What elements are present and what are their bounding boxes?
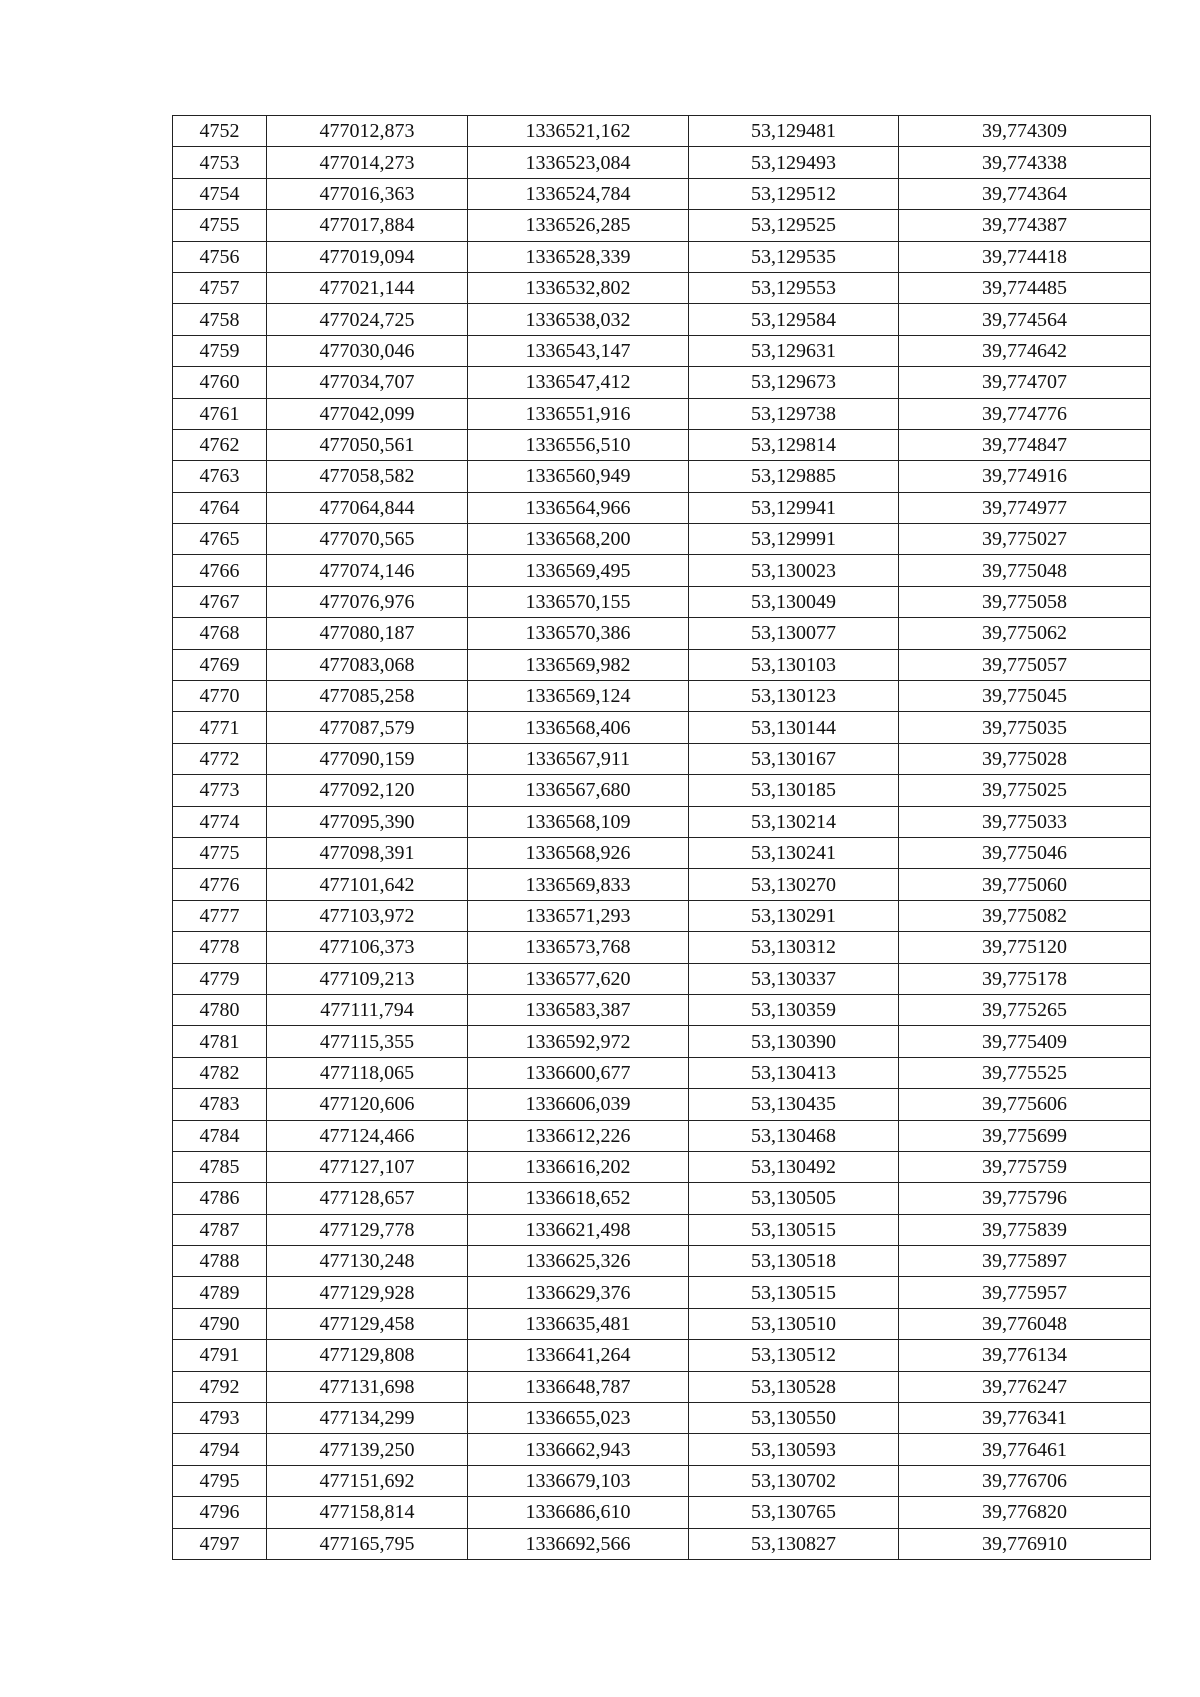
table-row bbox=[173, 398, 1151, 429]
table-row bbox=[173, 932, 1151, 963]
x-coordinate-cell: 477165,795 bbox=[267, 1528, 468, 1559]
table-row bbox=[173, 147, 1151, 178]
table-row bbox=[173, 994, 1151, 1025]
table-row bbox=[173, 712, 1151, 743]
longitude-cell: 39,775033 bbox=[899, 806, 1151, 837]
x-coordinate-cell: 477030,046 bbox=[267, 335, 468, 366]
table-row bbox=[173, 429, 1151, 460]
point-number-cell: 4753 bbox=[173, 147, 267, 178]
y-coordinate-cell: 1336556,510 bbox=[468, 429, 689, 460]
longitude-cell: 39,775957 bbox=[899, 1277, 1151, 1308]
table-row bbox=[173, 1434, 1151, 1465]
y-coordinate-cell: 1336568,406 bbox=[468, 712, 689, 743]
table-row bbox=[173, 806, 1151, 837]
longitude-cell: 39,775025 bbox=[899, 775, 1151, 806]
y-coordinate-cell: 1336568,926 bbox=[468, 837, 689, 868]
x-coordinate-cell: 477024,725 bbox=[267, 304, 468, 335]
y-coordinate-cell: 1336551,916 bbox=[468, 398, 689, 429]
x-coordinate-cell: 477021,144 bbox=[267, 272, 468, 303]
latitude-cell: 53,130528 bbox=[689, 1371, 899, 1402]
table-row bbox=[173, 1026, 1151, 1057]
x-coordinate-cell: 477016,363 bbox=[267, 178, 468, 209]
longitude-cell: 39,775058 bbox=[899, 586, 1151, 617]
longitude-cell: 39,775045 bbox=[899, 681, 1151, 712]
x-coordinate-cell: 477103,972 bbox=[267, 900, 468, 931]
longitude-cell: 39,775796 bbox=[899, 1183, 1151, 1214]
longitude-cell: 39,776461 bbox=[899, 1434, 1151, 1465]
latitude-cell: 53,130049 bbox=[689, 586, 899, 617]
y-coordinate-cell: 1336532,802 bbox=[468, 272, 689, 303]
longitude-cell: 39,775120 bbox=[899, 932, 1151, 963]
x-coordinate-cell: 477139,250 bbox=[267, 1434, 468, 1465]
latitude-cell: 53,130214 bbox=[689, 806, 899, 837]
longitude-cell: 39,776341 bbox=[899, 1403, 1151, 1434]
table-row bbox=[173, 178, 1151, 209]
x-coordinate-cell: 477098,391 bbox=[267, 837, 468, 868]
table-row bbox=[173, 900, 1151, 931]
longitude-cell: 39,775046 bbox=[899, 837, 1151, 868]
longitude-cell: 39,775028 bbox=[899, 743, 1151, 774]
x-coordinate-cell: 477130,248 bbox=[267, 1246, 468, 1277]
x-coordinate-cell: 477074,146 bbox=[267, 555, 468, 586]
latitude-cell: 53,130291 bbox=[689, 900, 899, 931]
point-number-cell: 4786 bbox=[173, 1183, 267, 1214]
y-coordinate-cell: 1336600,677 bbox=[468, 1057, 689, 1088]
point-number-cell: 4788 bbox=[173, 1246, 267, 1277]
latitude-cell: 53,129481 bbox=[689, 116, 899, 147]
latitude-cell: 53,129512 bbox=[689, 178, 899, 209]
x-coordinate-cell: 477129,808 bbox=[267, 1340, 468, 1371]
latitude-cell: 53,130077 bbox=[689, 618, 899, 649]
point-number-cell: 4767 bbox=[173, 586, 267, 617]
latitude-cell: 53,130185 bbox=[689, 775, 899, 806]
x-coordinate-cell: 477019,094 bbox=[267, 241, 468, 272]
longitude-cell: 39,774642 bbox=[899, 335, 1151, 366]
x-coordinate-cell: 477118,065 bbox=[267, 1057, 468, 1088]
x-coordinate-cell: 477115,355 bbox=[267, 1026, 468, 1057]
longitude-cell: 39,774309 bbox=[899, 116, 1151, 147]
latitude-cell: 53,130123 bbox=[689, 681, 899, 712]
x-coordinate-cell: 477109,213 bbox=[267, 963, 468, 994]
point-number-cell: 4762 bbox=[173, 429, 267, 460]
table-row bbox=[173, 241, 1151, 272]
x-coordinate-cell: 477080,187 bbox=[267, 618, 468, 649]
longitude-cell: 39,774364 bbox=[899, 178, 1151, 209]
table-row bbox=[173, 681, 1151, 712]
y-coordinate-cell: 1336612,226 bbox=[468, 1120, 689, 1151]
point-number-cell: 4791 bbox=[173, 1340, 267, 1371]
y-coordinate-cell: 1336573,768 bbox=[468, 932, 689, 963]
table-row bbox=[173, 1151, 1151, 1182]
longitude-cell: 39,776247 bbox=[899, 1371, 1151, 1402]
latitude-cell: 53,130144 bbox=[689, 712, 899, 743]
y-coordinate-cell: 1336568,109 bbox=[468, 806, 689, 837]
y-coordinate-cell: 1336569,833 bbox=[468, 869, 689, 900]
longitude-cell: 39,775060 bbox=[899, 869, 1151, 900]
coordinates-table-body bbox=[173, 116, 1151, 1560]
y-coordinate-cell: 1336662,943 bbox=[468, 1434, 689, 1465]
x-coordinate-cell: 477120,606 bbox=[267, 1089, 468, 1120]
point-number-cell: 4787 bbox=[173, 1214, 267, 1245]
latitude-cell: 53,129673 bbox=[689, 367, 899, 398]
table-row bbox=[173, 1214, 1151, 1245]
point-number-cell: 4784 bbox=[173, 1120, 267, 1151]
table-row bbox=[173, 304, 1151, 335]
longitude-cell: 39,774418 bbox=[899, 241, 1151, 272]
table-row bbox=[173, 367, 1151, 398]
x-coordinate-cell: 477127,107 bbox=[267, 1151, 468, 1182]
table-row bbox=[173, 1183, 1151, 1214]
x-coordinate-cell: 477158,814 bbox=[267, 1497, 468, 1528]
latitude-cell: 53,130390 bbox=[689, 1026, 899, 1057]
latitude-cell: 53,129535 bbox=[689, 241, 899, 272]
x-coordinate-cell: 477042,099 bbox=[267, 398, 468, 429]
table-row bbox=[173, 1120, 1151, 1151]
point-number-cell: 4752 bbox=[173, 116, 267, 147]
y-coordinate-cell: 1336543,147 bbox=[468, 335, 689, 366]
longitude-cell: 39,775082 bbox=[899, 900, 1151, 931]
latitude-cell: 53,130468 bbox=[689, 1120, 899, 1151]
latitude-cell: 53,130492 bbox=[689, 1151, 899, 1182]
table-row bbox=[173, 618, 1151, 649]
x-coordinate-cell: 477034,707 bbox=[267, 367, 468, 398]
latitude-cell: 53,129885 bbox=[689, 461, 899, 492]
latitude-cell: 53,130550 bbox=[689, 1403, 899, 1434]
x-coordinate-cell: 477129,928 bbox=[267, 1277, 468, 1308]
longitude-cell: 39,774977 bbox=[899, 492, 1151, 523]
y-coordinate-cell: 1336583,387 bbox=[468, 994, 689, 1025]
longitude-cell: 39,775409 bbox=[899, 1026, 1151, 1057]
x-coordinate-cell: 477064,844 bbox=[267, 492, 468, 523]
point-number-cell: 4771 bbox=[173, 712, 267, 743]
y-coordinate-cell: 1336523,084 bbox=[468, 147, 689, 178]
y-coordinate-cell: 1336547,412 bbox=[468, 367, 689, 398]
table-row bbox=[173, 461, 1151, 492]
table-row bbox=[173, 1371, 1151, 1402]
table-row bbox=[173, 775, 1151, 806]
longitude-cell: 39,774387 bbox=[899, 210, 1151, 241]
y-coordinate-cell: 1336571,293 bbox=[468, 900, 689, 931]
point-number-cell: 4796 bbox=[173, 1497, 267, 1528]
y-coordinate-cell: 1336616,202 bbox=[468, 1151, 689, 1182]
point-number-cell: 4782 bbox=[173, 1057, 267, 1088]
latitude-cell: 53,130023 bbox=[689, 555, 899, 586]
point-number-cell: 4772 bbox=[173, 743, 267, 774]
longitude-cell: 39,776134 bbox=[899, 1340, 1151, 1371]
table-row bbox=[173, 272, 1151, 303]
point-number-cell: 4757 bbox=[173, 272, 267, 303]
y-coordinate-cell: 1336686,610 bbox=[468, 1497, 689, 1528]
longitude-cell: 39,775265 bbox=[899, 994, 1151, 1025]
longitude-cell: 39,775897 bbox=[899, 1246, 1151, 1277]
longitude-cell: 39,774564 bbox=[899, 304, 1151, 335]
latitude-cell: 53,130167 bbox=[689, 743, 899, 774]
longitude-cell: 39,776910 bbox=[899, 1528, 1151, 1559]
point-number-cell: 4758 bbox=[173, 304, 267, 335]
x-coordinate-cell: 477083,068 bbox=[267, 649, 468, 680]
point-number-cell: 4779 bbox=[173, 963, 267, 994]
x-coordinate-cell: 477101,642 bbox=[267, 869, 468, 900]
longitude-cell: 39,775048 bbox=[899, 555, 1151, 586]
longitude-cell: 39,775027 bbox=[899, 524, 1151, 555]
y-coordinate-cell: 1336569,495 bbox=[468, 555, 689, 586]
latitude-cell: 53,129584 bbox=[689, 304, 899, 335]
table-row bbox=[173, 837, 1151, 868]
x-coordinate-cell: 477087,579 bbox=[267, 712, 468, 743]
latitude-cell: 53,130765 bbox=[689, 1497, 899, 1528]
table-row bbox=[173, 210, 1151, 241]
point-number-cell: 4769 bbox=[173, 649, 267, 680]
longitude-cell: 39,774916 bbox=[899, 461, 1151, 492]
y-coordinate-cell: 1336648,787 bbox=[468, 1371, 689, 1402]
point-number-cell: 4761 bbox=[173, 398, 267, 429]
point-number-cell: 4763 bbox=[173, 461, 267, 492]
point-number-cell: 4759 bbox=[173, 335, 267, 366]
longitude-cell: 39,774338 bbox=[899, 147, 1151, 178]
point-number-cell: 4766 bbox=[173, 555, 267, 586]
y-coordinate-cell: 1336567,911 bbox=[468, 743, 689, 774]
latitude-cell: 53,130505 bbox=[689, 1183, 899, 1214]
latitude-cell: 53,129493 bbox=[689, 147, 899, 178]
table-row bbox=[173, 524, 1151, 555]
longitude-cell: 39,775699 bbox=[899, 1120, 1151, 1151]
latitude-cell: 53,129814 bbox=[689, 429, 899, 460]
latitude-cell: 53,130518 bbox=[689, 1246, 899, 1277]
x-coordinate-cell: 477017,884 bbox=[267, 210, 468, 241]
y-coordinate-cell: 1336538,032 bbox=[468, 304, 689, 335]
x-coordinate-cell: 477014,273 bbox=[267, 147, 468, 178]
latitude-cell: 53,130510 bbox=[689, 1308, 899, 1339]
y-coordinate-cell: 1336629,376 bbox=[468, 1277, 689, 1308]
y-coordinate-cell: 1336618,652 bbox=[468, 1183, 689, 1214]
table-row bbox=[173, 869, 1151, 900]
x-coordinate-cell: 477050,561 bbox=[267, 429, 468, 460]
latitude-cell: 53,130413 bbox=[689, 1057, 899, 1088]
coordinates-table bbox=[172, 115, 1151, 1560]
y-coordinate-cell: 1336524,784 bbox=[468, 178, 689, 209]
y-coordinate-cell: 1336625,326 bbox=[468, 1246, 689, 1277]
point-number-cell: 4756 bbox=[173, 241, 267, 272]
latitude-cell: 53,129941 bbox=[689, 492, 899, 523]
latitude-cell: 53,130103 bbox=[689, 649, 899, 680]
table-row bbox=[173, 1277, 1151, 1308]
table-row bbox=[173, 492, 1151, 523]
point-number-cell: 4795 bbox=[173, 1465, 267, 1496]
y-coordinate-cell: 1336526,285 bbox=[468, 210, 689, 241]
table-row bbox=[173, 586, 1151, 617]
longitude-cell: 39,775839 bbox=[899, 1214, 1151, 1245]
y-coordinate-cell: 1336569,124 bbox=[468, 681, 689, 712]
table-row bbox=[173, 1403, 1151, 1434]
y-coordinate-cell: 1336577,620 bbox=[468, 963, 689, 994]
latitude-cell: 53,130827 bbox=[689, 1528, 899, 1559]
table-row bbox=[173, 1528, 1151, 1559]
latitude-cell: 53,129991 bbox=[689, 524, 899, 555]
y-coordinate-cell: 1336570,155 bbox=[468, 586, 689, 617]
x-coordinate-cell: 477124,466 bbox=[267, 1120, 468, 1151]
y-coordinate-cell: 1336606,039 bbox=[468, 1089, 689, 1120]
table-row bbox=[173, 1465, 1151, 1496]
point-number-cell: 4774 bbox=[173, 806, 267, 837]
latitude-cell: 53,130702 bbox=[689, 1465, 899, 1496]
latitude-cell: 53,130515 bbox=[689, 1214, 899, 1245]
point-number-cell: 4755 bbox=[173, 210, 267, 241]
x-coordinate-cell: 477131,698 bbox=[267, 1371, 468, 1402]
point-number-cell: 4768 bbox=[173, 618, 267, 649]
y-coordinate-cell: 1336568,200 bbox=[468, 524, 689, 555]
y-coordinate-cell: 1336569,982 bbox=[468, 649, 689, 680]
latitude-cell: 53,130337 bbox=[689, 963, 899, 994]
longitude-cell: 39,774707 bbox=[899, 367, 1151, 398]
longitude-cell: 39,775606 bbox=[899, 1089, 1151, 1120]
longitude-cell: 39,775525 bbox=[899, 1057, 1151, 1088]
point-number-cell: 4777 bbox=[173, 900, 267, 931]
longitude-cell: 39,775035 bbox=[899, 712, 1151, 743]
longitude-cell: 39,775759 bbox=[899, 1151, 1151, 1182]
latitude-cell: 53,130593 bbox=[689, 1434, 899, 1465]
y-coordinate-cell: 1336592,972 bbox=[468, 1026, 689, 1057]
latitude-cell: 53,130512 bbox=[689, 1340, 899, 1371]
longitude-cell: 39,776820 bbox=[899, 1497, 1151, 1528]
x-coordinate-cell: 477070,565 bbox=[267, 524, 468, 555]
point-number-cell: 4754 bbox=[173, 178, 267, 209]
point-number-cell: 4770 bbox=[173, 681, 267, 712]
point-number-cell: 4792 bbox=[173, 1371, 267, 1402]
point-number-cell: 4776 bbox=[173, 869, 267, 900]
x-coordinate-cell: 477085,258 bbox=[267, 681, 468, 712]
y-coordinate-cell: 1336679,103 bbox=[468, 1465, 689, 1496]
x-coordinate-cell: 477129,778 bbox=[267, 1214, 468, 1245]
latitude-cell: 53,130359 bbox=[689, 994, 899, 1025]
y-coordinate-cell: 1336528,339 bbox=[468, 241, 689, 272]
y-coordinate-cell: 1336692,566 bbox=[468, 1528, 689, 1559]
x-coordinate-cell: 477128,657 bbox=[267, 1183, 468, 1214]
point-number-cell: 4778 bbox=[173, 932, 267, 963]
latitude-cell: 53,130515 bbox=[689, 1277, 899, 1308]
point-number-cell: 4794 bbox=[173, 1434, 267, 1465]
point-number-cell: 4760 bbox=[173, 367, 267, 398]
latitude-cell: 53,130241 bbox=[689, 837, 899, 868]
longitude-cell: 39,776706 bbox=[899, 1465, 1151, 1496]
y-coordinate-cell: 1336570,386 bbox=[468, 618, 689, 649]
table-row bbox=[173, 335, 1151, 366]
table-row bbox=[173, 963, 1151, 994]
y-coordinate-cell: 1336564,966 bbox=[468, 492, 689, 523]
longitude-cell: 39,775178 bbox=[899, 963, 1151, 994]
y-coordinate-cell: 1336641,264 bbox=[468, 1340, 689, 1371]
point-number-cell: 4789 bbox=[173, 1277, 267, 1308]
point-number-cell: 4764 bbox=[173, 492, 267, 523]
x-coordinate-cell: 477092,120 bbox=[267, 775, 468, 806]
longitude-cell: 39,775057 bbox=[899, 649, 1151, 680]
point-number-cell: 4790 bbox=[173, 1308, 267, 1339]
table-row bbox=[173, 1057, 1151, 1088]
longitude-cell: 39,774847 bbox=[899, 429, 1151, 460]
latitude-cell: 53,129631 bbox=[689, 335, 899, 366]
point-number-cell: 4793 bbox=[173, 1403, 267, 1434]
y-coordinate-cell: 1336521,162 bbox=[468, 116, 689, 147]
point-number-cell: 4783 bbox=[173, 1089, 267, 1120]
table-row bbox=[173, 555, 1151, 586]
x-coordinate-cell: 477129,458 bbox=[267, 1308, 468, 1339]
longitude-cell: 39,774776 bbox=[899, 398, 1151, 429]
table-row bbox=[173, 1308, 1151, 1339]
table-row bbox=[173, 1089, 1151, 1120]
point-number-cell: 4785 bbox=[173, 1151, 267, 1182]
point-number-cell: 4781 bbox=[173, 1026, 267, 1057]
x-coordinate-cell: 477134,299 bbox=[267, 1403, 468, 1434]
x-coordinate-cell: 477151,692 bbox=[267, 1465, 468, 1496]
point-number-cell: 4797 bbox=[173, 1528, 267, 1559]
y-coordinate-cell: 1336621,498 bbox=[468, 1214, 689, 1245]
table-row bbox=[173, 1246, 1151, 1277]
y-coordinate-cell: 1336635,481 bbox=[468, 1308, 689, 1339]
point-number-cell: 4780 bbox=[173, 994, 267, 1025]
x-coordinate-cell: 477095,390 bbox=[267, 806, 468, 837]
x-coordinate-cell: 477090,159 bbox=[267, 743, 468, 774]
longitude-cell: 39,774485 bbox=[899, 272, 1151, 303]
table-row bbox=[173, 649, 1151, 680]
latitude-cell: 53,129738 bbox=[689, 398, 899, 429]
latitude-cell: 53,130270 bbox=[689, 869, 899, 900]
longitude-cell: 39,775062 bbox=[899, 618, 1151, 649]
x-coordinate-cell: 477058,582 bbox=[267, 461, 468, 492]
table-row bbox=[173, 116, 1151, 147]
table-row bbox=[173, 1497, 1151, 1528]
x-coordinate-cell: 477106,373 bbox=[267, 932, 468, 963]
x-coordinate-cell: 477076,976 bbox=[267, 586, 468, 617]
point-number-cell: 4773 bbox=[173, 775, 267, 806]
latitude-cell: 53,129525 bbox=[689, 210, 899, 241]
table-row bbox=[173, 743, 1151, 774]
x-coordinate-cell: 477111,794 bbox=[267, 994, 468, 1025]
latitude-cell: 53,130312 bbox=[689, 932, 899, 963]
y-coordinate-cell: 1336567,680 bbox=[468, 775, 689, 806]
y-coordinate-cell: 1336655,023 bbox=[468, 1403, 689, 1434]
x-coordinate-cell: 477012,873 bbox=[267, 116, 468, 147]
table-row bbox=[173, 1340, 1151, 1371]
latitude-cell: 53,130435 bbox=[689, 1089, 899, 1120]
latitude-cell: 53,129553 bbox=[689, 272, 899, 303]
y-coordinate-cell: 1336560,949 bbox=[468, 461, 689, 492]
point-number-cell: 4765 bbox=[173, 524, 267, 555]
longitude-cell: 39,776048 bbox=[899, 1308, 1151, 1339]
point-number-cell: 4775 bbox=[173, 837, 267, 868]
